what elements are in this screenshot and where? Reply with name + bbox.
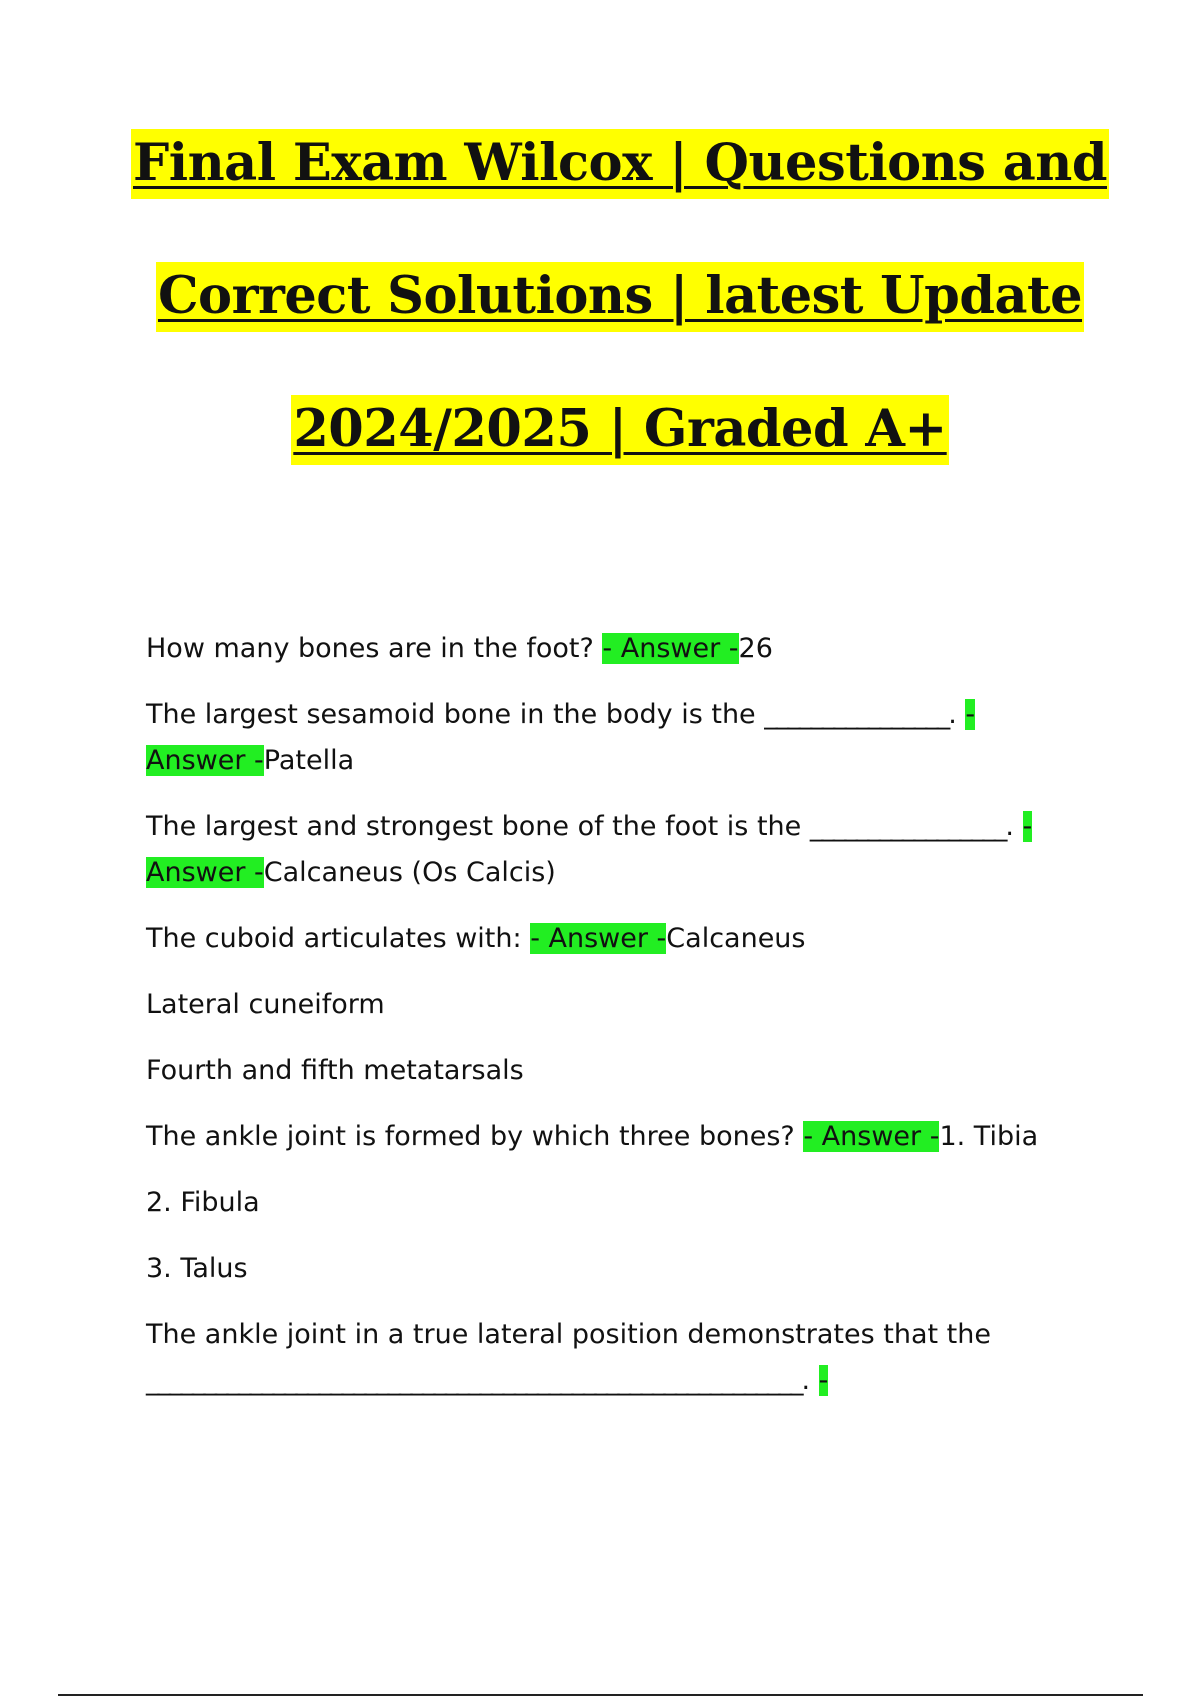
answer-marker: -: [1022, 811, 1033, 842]
answer-text: 26: [738, 633, 773, 664]
qa-item-2: [146, 692, 1076, 784]
title-line-1: Final Exam Wilcox | Questions and: [0, 138, 1200, 271]
answer-text: 1. Tibia: [939, 1121, 1039, 1152]
qa-item-5: [146, 1114, 1076, 1160]
answer-continuation: Fourth and fifth metatarsals: [146, 1055, 524, 1086]
fill-in-blank: ________________: [764, 699, 949, 730]
answer-marker: -: [818, 1365, 829, 1396]
answer-text: Calcaneus (Os Calcis): [263, 857, 556, 888]
answer-marker: -: [965, 699, 976, 730]
answer-marker: - Answer -: [803, 1121, 940, 1152]
answer-continuation: 3. Talus: [146, 1253, 248, 1284]
question-text: The largest and strongest bone of the foot is the: [146, 811, 810, 842]
qa-item-6: [146, 1312, 1076, 1404]
question-text: The cuboid articulates with:: [146, 923, 531, 954]
answer-text: Patella: [263, 745, 355, 776]
fill-in-blank: _________________: [809, 811, 1006, 842]
question-trail: .: [948, 699, 966, 730]
answer-marker: Answer -: [146, 857, 264, 888]
title-line-3: 2024/2025 | Graded A+: [0, 404, 1200, 537]
answer-marker: - Answer -: [602, 633, 739, 664]
question-text: The ankle joint is formed by which three bones?: [146, 1121, 804, 1152]
question-trail: .: [801, 1365, 819, 1396]
answer-marker: - Answer -: [530, 923, 667, 954]
question-text: The ankle joint in a true lateral position demonstrates that the: [146, 1319, 991, 1350]
page-bottom-rule: [58, 1694, 1143, 1696]
qa-item-1: [146, 626, 1076, 672]
question-text: How many bones are in the foot?: [146, 633, 603, 664]
answer-continuation: 2. Fibula: [146, 1187, 260, 1218]
question-answer-list: [146, 626, 1076, 1424]
document-title: [0, 133, 1200, 537]
question-text: The largest sesamoid bone in the body is the: [146, 699, 765, 730]
answer-text: Calcaneus: [666, 923, 806, 954]
question-trail: .: [1005, 811, 1023, 842]
title-line-2: Correct Solutions | latest Update: [0, 271, 1200, 404]
qa-item-4: [146, 916, 1076, 962]
answer-marker: Answer -: [146, 745, 264, 776]
answer-continuation: Lateral cuneiform: [146, 989, 385, 1020]
fill-in-blank: _________________________________________________________: [146, 1365, 802, 1396]
qa-item-3: [146, 804, 1076, 896]
